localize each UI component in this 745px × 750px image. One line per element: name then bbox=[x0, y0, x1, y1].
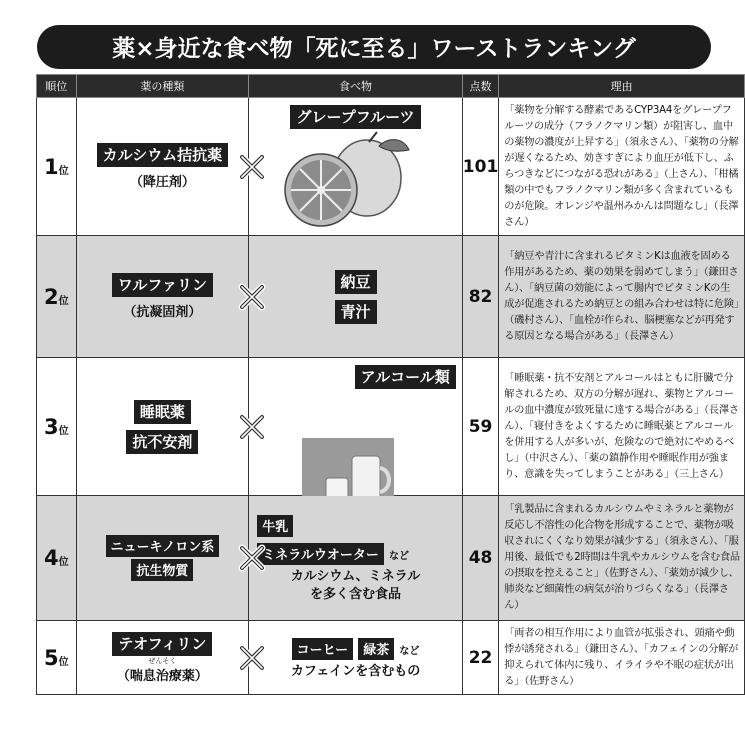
food-cell bbox=[249, 98, 463, 236]
food-name: アルコール類 bbox=[355, 365, 456, 389]
drug-cell bbox=[76, 98, 249, 236]
drug-name: テオフィリン bbox=[112, 632, 212, 656]
food-note: など bbox=[399, 645, 420, 657]
food-cell bbox=[249, 236, 463, 358]
rank-cell bbox=[37, 98, 77, 236]
rank-cell bbox=[37, 496, 77, 621]
drug-name: 睡眠薬 bbox=[134, 400, 191, 424]
drug-name: ワルファリン bbox=[112, 273, 213, 297]
header-reason: 理由 bbox=[499, 75, 745, 98]
reason-cell: 「睡眠薬・抗不安剤とアルコールはともに肝臓で分解されるため、双方の分解が遅れ、薬物とアルコールの血中濃度が致死量に達する場合がある」（長澤さん）、「寝付きをよくするために睡眠薬とアルコールを併用する人が多いが、危険なので絶対にやめるべし」（中沢さん）、「薬の鎮静作用や睡眠作用が強まり、意識を失ってしまうことがある」（三上さん） bbox=[499, 358, 745, 496]
table-row bbox=[37, 236, 745, 358]
table-row bbox=[37, 358, 745, 496]
food-cell bbox=[249, 496, 463, 621]
drug-cell bbox=[76, 621, 249, 695]
drug-category: （抗凝固剤） bbox=[123, 305, 202, 320]
rank-number: 2 bbox=[43, 284, 59, 309]
reason-cell: 「乳製品に含まれるカルシウムやミネラルと薬物が反応し不溶性の化合物を形成することで、薬物が吸収されにくくなり効果が減少する」（須永さん）、「服用後、最低でも2時間は牛乳やカルシウムを含む食品の摂取を控えること」（佐野さん）、「薬効が減少し、肺炎など細菌性の病気が治りづらくなる」（長澤さん） bbox=[499, 496, 745, 621]
score-cell: 48 bbox=[462, 496, 499, 621]
drug-category: （降圧剤） bbox=[129, 175, 195, 190]
rank-number: 4 bbox=[43, 546, 59, 570]
reason-cell: 「薬物を分解する酵素であるCYP3A4をグレープフルーツの成分（フラノクマリン類）が阻害し、血中の薬物の濃度が上昇する」（須永さん）、「薬物の分解が遅くなるため、効きすぎにより血圧が低下し、ふらつきなどにつながる恐れがある」（上さん）、「柑橘類の中でもフラノクマリン類が多く含まれているものが危険。オレンジや温州みかんは問題なし」（長澤さん） bbox=[499, 98, 745, 236]
cross-icon bbox=[238, 644, 266, 672]
drug-name: カルシウム拮抗薬 bbox=[97, 143, 228, 167]
food-note: など bbox=[388, 551, 409, 562]
drug-cell bbox=[76, 358, 249, 496]
food-name: 牛乳 bbox=[257, 515, 293, 537]
food-name: 納豆 bbox=[335, 270, 377, 294]
cross-icon bbox=[238, 413, 266, 441]
header-drug: 薬の種類 bbox=[76, 75, 249, 98]
score-cell: 22 bbox=[462, 621, 499, 695]
drug-cell bbox=[76, 236, 249, 358]
food-cell bbox=[249, 621, 463, 695]
rank-unit: 位 bbox=[58, 165, 69, 177]
food-name: ミネラルウオーター bbox=[257, 543, 384, 565]
reason-cell: 「納豆や青汁に含まれるビタミンKは血液を固める作用があるため、薬の効果を弱めてしまう」（鎌田さん）、「納豆菌の効能によって腸内でビタミンKの生成が促進されるため納豆との組み合わせは特に危険」（磯村さん）、「血栓が作られ、脳梗塞などが再発する原因となる場合がある」（長澤さん） bbox=[499, 236, 745, 358]
score-cell: 82 bbox=[462, 236, 499, 358]
rank-unit: 位 bbox=[58, 656, 69, 668]
ranking-table bbox=[36, 74, 745, 695]
cross-icon bbox=[238, 283, 266, 311]
food-name: グレープフルーツ bbox=[290, 105, 420, 129]
food-name: 緑茶 bbox=[358, 638, 394, 660]
score-cell: 101 bbox=[462, 98, 499, 236]
food-description: カフェインを含むもの bbox=[290, 663, 421, 679]
food-cell bbox=[249, 358, 463, 496]
rank-unit: 位 bbox=[58, 295, 69, 307]
drug-ruby: ぜんそく bbox=[148, 656, 177, 665]
score-cell: 59 bbox=[462, 358, 499, 496]
header-food: 食べ物 bbox=[249, 75, 463, 98]
header-rank: 順位 bbox=[37, 75, 77, 98]
drug-name: 抗不安剤 bbox=[126, 430, 198, 454]
rank-cell bbox=[37, 358, 77, 496]
rank-number: 5 bbox=[43, 645, 59, 670]
drug-name: 抗生物質 bbox=[131, 559, 193, 581]
food-description: を多く含む食品 bbox=[310, 587, 402, 602]
title-bar bbox=[37, 25, 711, 69]
rank-cell bbox=[37, 621, 77, 695]
food-description: カルシウム、ミネラル bbox=[290, 569, 421, 584]
cross-icon bbox=[238, 544, 266, 572]
header-score: 点数 bbox=[462, 75, 499, 98]
page-title: 薬×身近な食べ物「死に至る」ワーストランキング bbox=[112, 36, 636, 62]
drug-name: ニューキノロン系 bbox=[106, 535, 220, 557]
table-row bbox=[37, 98, 745, 236]
table-row bbox=[37, 621, 745, 695]
table-row bbox=[37, 496, 745, 621]
rank-cell bbox=[37, 236, 77, 358]
header-row bbox=[37, 75, 745, 98]
rank-unit: 位 bbox=[58, 425, 69, 437]
rank-number: 1 bbox=[43, 154, 59, 179]
food-name: 青汁 bbox=[335, 300, 377, 324]
rank-unit: 位 bbox=[58, 557, 69, 568]
cross-icon bbox=[238, 153, 266, 181]
drug-cell bbox=[76, 496, 249, 621]
drug-category: （喘息治療薬） bbox=[116, 668, 208, 684]
rank-number: 3 bbox=[43, 414, 59, 439]
food-name: コーヒー bbox=[292, 638, 353, 660]
grapefruit-image bbox=[259, 130, 459, 230]
reason-cell: 「両者の相互作用により血管が拡張され、頭痛や動悸が誘発される」（鎌田さん）、「カフェインの分解が抑えられて体内に残り、イライラや不眠の症状が出る」（佐野さん） bbox=[499, 621, 745, 695]
